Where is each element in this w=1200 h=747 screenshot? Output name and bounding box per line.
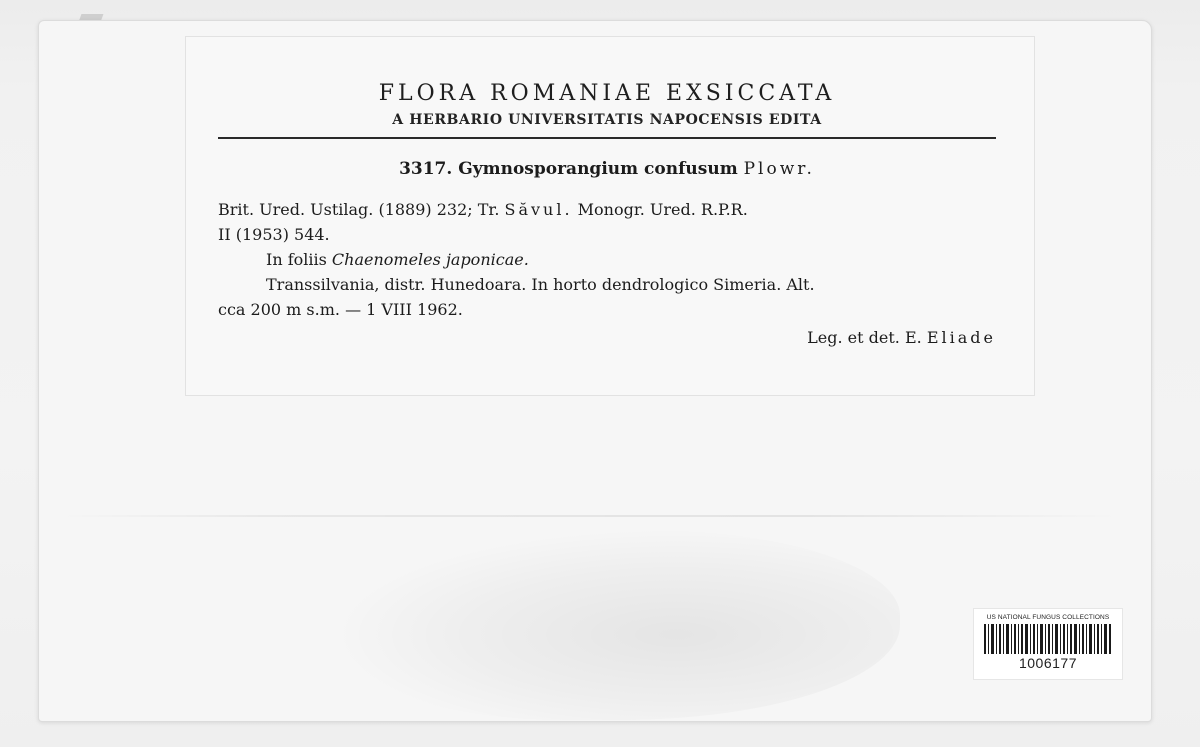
host-name: Chaenomeles japonicae. bbox=[331, 250, 529, 269]
species-line bbox=[218, 159, 996, 179]
reference-line-2: II (1953) 544. bbox=[218, 225, 330, 244]
barcode-label bbox=[973, 608, 1123, 680]
label-body bbox=[218, 197, 996, 322]
label-rule bbox=[218, 137, 996, 139]
collector-line bbox=[218, 328, 996, 347]
barcode-number: 1006177 bbox=[1018, 655, 1077, 671]
envelope-flap-edge bbox=[60, 515, 1120, 517]
locality-line-2: cca 200 m s.m. — 1 VIII 1962. bbox=[218, 300, 463, 319]
reference-text-b: Monogr. Ured. R.P.R. bbox=[572, 200, 748, 219]
collector-prefix: Leg. et det. E. bbox=[807, 328, 927, 347]
exsiccata-label bbox=[185, 36, 1035, 396]
reference-author: Săvul. bbox=[504, 200, 573, 219]
locality-line-1: Transsilvania, distr. Hunedoara. In horto dendrologico Simeria. Alt. bbox=[266, 275, 815, 294]
specimen-shadow bbox=[340, 530, 900, 720]
label-subtitle: A HERBARIO UNIVERSITATIS NAPOCENSIS EDITA bbox=[392, 112, 822, 128]
barcode-header: US NATIONAL FUNGUS COLLECTIONS bbox=[986, 614, 1110, 621]
species-author: Plowr. bbox=[743, 159, 815, 179]
host-line bbox=[218, 247, 996, 272]
label-title: FLORA ROMANIAE EXSICCATA bbox=[378, 81, 836, 106]
label-content bbox=[218, 81, 996, 347]
barcode-bars bbox=[984, 624, 1112, 654]
species-number: 3317. bbox=[399, 159, 453, 179]
reference-text-a: Brit. Ured. Ustilag. (1889) 232; Tr. bbox=[218, 200, 505, 219]
reference-line-1 bbox=[218, 197, 996, 222]
collector-name: Eliade bbox=[926, 328, 996, 347]
species-name: Gymnosporangium confusum bbox=[458, 159, 738, 179]
host-prefix: In foliis bbox=[266, 250, 332, 269]
